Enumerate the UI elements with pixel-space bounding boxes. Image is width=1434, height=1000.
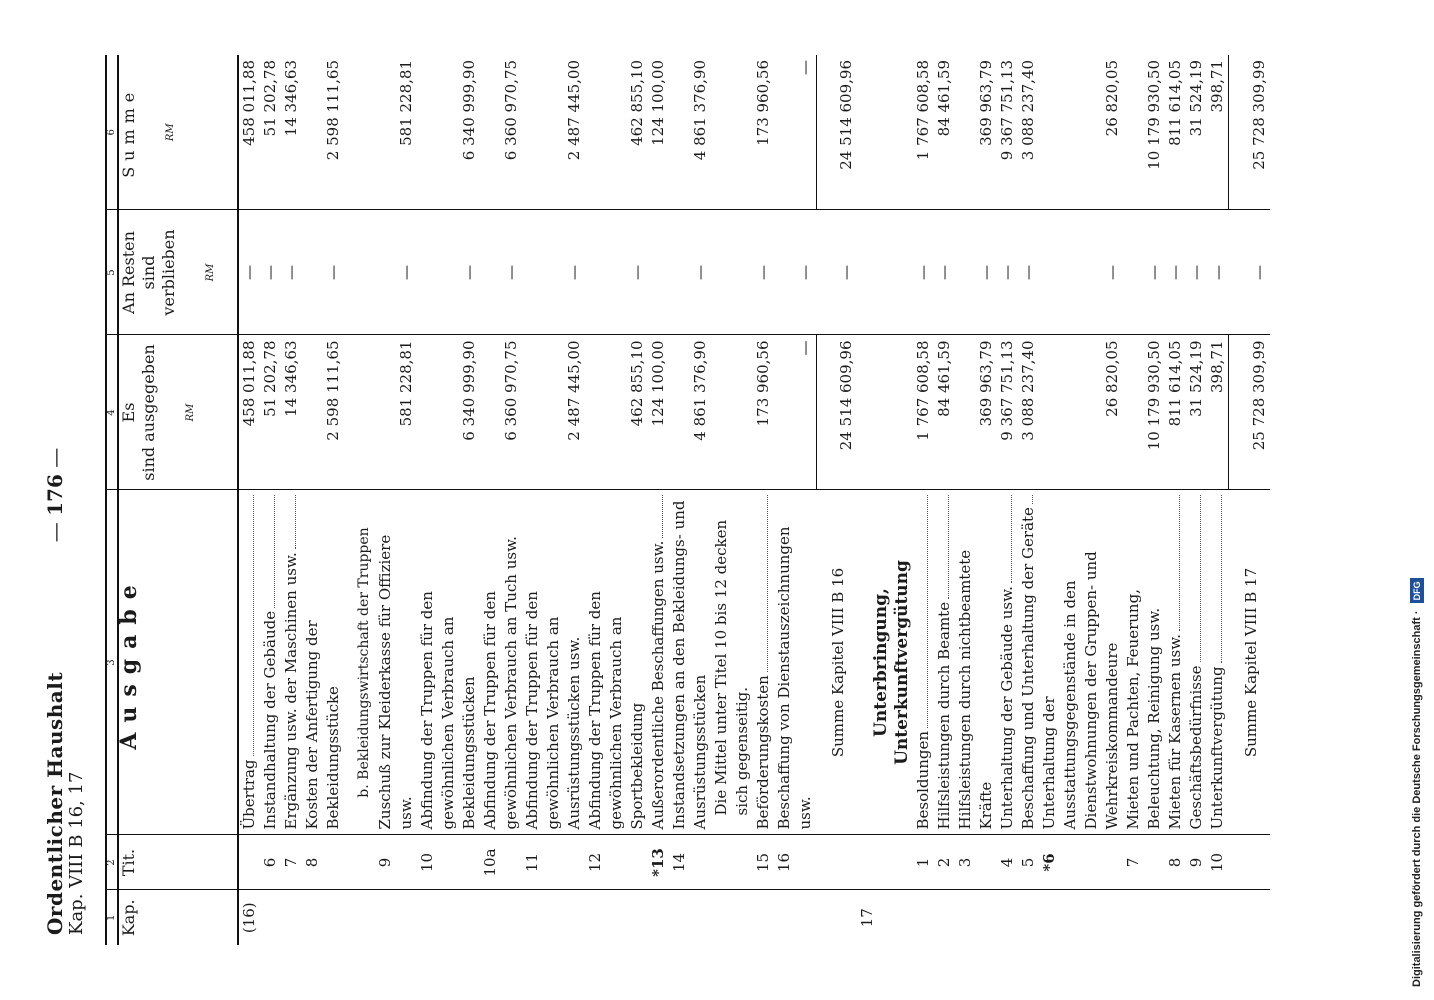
leader-dots bbox=[936, 496, 949, 599]
header-kap: Kap. bbox=[118, 890, 238, 945]
kap-cell bbox=[1207, 890, 1229, 945]
kap-cell bbox=[1018, 890, 1039, 945]
tit-cell bbox=[816, 835, 857, 890]
page-number: — 176 — bbox=[43, 447, 67, 543]
tit-cell: 7 bbox=[1123, 835, 1165, 890]
spent-amount: 462 855,10 bbox=[585, 335, 648, 490]
tit-cell: 7 bbox=[281, 835, 302, 890]
unit-label: RM bbox=[205, 263, 216, 282]
ausgabe-cell bbox=[857, 490, 913, 835]
tit-cell: 15 bbox=[753, 835, 774, 890]
sum-amount bbox=[857, 55, 913, 210]
tit-cell: 10 bbox=[417, 835, 480, 890]
column-number: 6 bbox=[106, 55, 118, 210]
table-row bbox=[344, 55, 375, 945]
spent-amount: 84 461,59 bbox=[934, 335, 955, 490]
remaining-amount: — bbox=[281, 210, 302, 335]
ausgabe-cell bbox=[302, 490, 344, 835]
spent-amount: 31 524,19 bbox=[1186, 335, 1207, 490]
tit-cell: 14 bbox=[669, 835, 711, 890]
ausgabe-text: Instandsetzungen an den Bekleidungs- und Ausrüstungsstücken bbox=[670, 500, 709, 830]
remaining-amount: — bbox=[816, 210, 857, 335]
ausgabe-text: Abfindung der Truppen für den gewöhnlichen Verbrauch an Ausrüstungsstücken usw. bbox=[523, 591, 583, 830]
table-row bbox=[857, 55, 913, 945]
remaining-amount: — bbox=[1018, 210, 1039, 335]
sum-amount: 9 367 751,13 bbox=[998, 60, 1016, 161]
remaining-amount: — bbox=[375, 210, 417, 335]
budget-title: Ordentlicher Haushalt bbox=[43, 671, 67, 935]
table-row bbox=[1123, 55, 1165, 945]
ausgabe-cell bbox=[375, 490, 417, 835]
tit-cell: *13 bbox=[648, 835, 669, 890]
kap-cell bbox=[753, 890, 774, 945]
table-row bbox=[955, 55, 997, 945]
spent-amount: 458 011,88 bbox=[238, 335, 260, 490]
kap-cell bbox=[260, 890, 281, 945]
leader-dots bbox=[283, 496, 296, 550]
leader-dots bbox=[915, 496, 928, 729]
unit-label: RM bbox=[185, 403, 196, 422]
sum-amount: 6 340 999,90 bbox=[460, 60, 478, 161]
spent-amount: 369 963,79 bbox=[955, 335, 997, 490]
column-header-row bbox=[118, 55, 238, 945]
kap-cell bbox=[711, 890, 753, 945]
remaining-amount: — bbox=[934, 210, 955, 335]
ausgabe-cell bbox=[669, 490, 711, 835]
kap-cell bbox=[302, 890, 344, 945]
sum-amount: 2 487 445,00 bbox=[565, 60, 583, 161]
spent-amount: 10 179 930,50 bbox=[1123, 335, 1165, 490]
remaining-amount: — bbox=[1186, 210, 1207, 335]
kap-cell: 17 bbox=[857, 890, 913, 945]
spent-amount: — bbox=[774, 335, 816, 490]
sum-amount: 24 514 609,96 bbox=[816, 55, 857, 210]
table-row bbox=[302, 55, 344, 945]
kap-cell bbox=[1186, 890, 1207, 945]
leader-dots bbox=[1188, 496, 1201, 663]
remaining-amount: — bbox=[1039, 210, 1123, 335]
tit-cell bbox=[344, 835, 375, 890]
column-number-row bbox=[106, 55, 118, 945]
tit-cell: 2 bbox=[934, 835, 955, 890]
remaining-amount: — bbox=[522, 210, 585, 335]
ausgabe-text: Mieten für Kasernen usw. bbox=[1166, 633, 1184, 830]
ausgabe-text: Summe Kapitel VIII B 16 bbox=[829, 567, 847, 758]
ausgabe-text: Geschäftsbedürfnisse bbox=[1187, 665, 1205, 830]
remaining-amount: — bbox=[913, 210, 934, 335]
ausgabe-text: Kosten der Anfertigung der Bekleidungsstücke bbox=[303, 620, 342, 830]
remaining-amount: — bbox=[1123, 210, 1165, 335]
tit-cell: 8 bbox=[1165, 835, 1186, 890]
leader-dots bbox=[1167, 496, 1180, 631]
table-row bbox=[934, 55, 955, 945]
table-row bbox=[1039, 55, 1123, 945]
header-ausgabe: Ausgabe bbox=[118, 490, 238, 835]
remaining-amount: — bbox=[417, 210, 480, 335]
spent-amount: 173 960,56 bbox=[753, 335, 774, 490]
table-row bbox=[585, 55, 648, 945]
ausgabe-cell bbox=[1018, 490, 1039, 835]
ausgabe-text: Ergänzung usw. der Maschinen usw. bbox=[282, 552, 300, 830]
leader-dots bbox=[262, 496, 275, 608]
sum-amount: 811 614,05 bbox=[1166, 60, 1184, 146]
ausgabe-cell bbox=[997, 490, 1018, 835]
spent-amount bbox=[711, 335, 753, 490]
spent-amount: 51 202,78 bbox=[260, 335, 281, 490]
kap-cell bbox=[997, 890, 1018, 945]
sum-amount: — bbox=[795, 60, 814, 75]
ausgabe-cell bbox=[711, 490, 753, 835]
table-row bbox=[238, 55, 260, 945]
ausgabe-text: Hilfsleistungen durch nichtbeamtete Kräfte bbox=[956, 549, 995, 830]
ausgabe-cell bbox=[774, 490, 816, 835]
ausgabe-text: b. Bekleidungswirtschaft der Truppen bbox=[356, 527, 372, 798]
table-row bbox=[774, 55, 816, 945]
table-row bbox=[669, 55, 711, 945]
ausgabe-cell bbox=[1207, 490, 1229, 835]
ausgabe-cell bbox=[753, 490, 774, 835]
table-row bbox=[417, 55, 480, 945]
ausgabe-text: Hilfsleistungen durch Beamte bbox=[935, 601, 953, 830]
sum-amount: 3 088 237,40 bbox=[1019, 60, 1037, 161]
tit-cell: 1 bbox=[913, 835, 934, 890]
tit-cell: 6 bbox=[260, 835, 281, 890]
sum-amount: 4 861 376,90 bbox=[691, 60, 709, 161]
ausgabe-text: Unterhaltung der Ausstattungsgegenstände in den Dienstwohnungen der Gruppen- und Wehrkreiskommandeure bbox=[1040, 551, 1121, 830]
ausgabe-cell bbox=[1123, 490, 1165, 835]
header-sum: Summe RM bbox=[118, 55, 238, 210]
sum-amount bbox=[711, 55, 753, 210]
ausgabe-cell bbox=[1039, 490, 1123, 835]
sum-amount: 398,71 bbox=[1208, 60, 1226, 113]
sum-amount: 14 346,63 bbox=[282, 60, 300, 137]
table-row bbox=[648, 55, 669, 945]
spent-amount: 6 360 970,75 bbox=[480, 335, 522, 490]
sum-amount: 10 179 930,50 bbox=[1145, 60, 1163, 170]
ausgabe-cell bbox=[480, 490, 522, 835]
spent-amount: 14 346,63 bbox=[281, 335, 302, 490]
table-row bbox=[260, 55, 281, 945]
tit-cell: 9 bbox=[1186, 835, 1207, 890]
sum-amount: 369 963,79 bbox=[977, 60, 995, 146]
ausgabe-cell bbox=[260, 490, 281, 835]
table-row bbox=[375, 55, 417, 945]
kap-cell bbox=[281, 890, 302, 945]
ausgabe-text: Zuschuß zur Kleiderkasse für Offiziere usw. bbox=[376, 534, 415, 830]
sum-amount: 84 461,59 bbox=[935, 60, 953, 137]
dfg-logo-icon: DFG bbox=[1410, 578, 1424, 603]
tit-cell bbox=[238, 835, 260, 890]
remaining-amount: — bbox=[669, 210, 711, 335]
kap-cell bbox=[585, 890, 648, 945]
kap-cell: (16) bbox=[238, 890, 260, 945]
sum-amount: 173 960,56 bbox=[754, 60, 772, 146]
spent-amount: 24 514 609,96 bbox=[816, 335, 857, 490]
spent-amount: 9 367 751,13 bbox=[997, 335, 1018, 490]
kap-cell bbox=[913, 890, 934, 945]
tit-cell: 10a bbox=[480, 835, 522, 890]
spent-amount: 6 340 999,90 bbox=[417, 335, 480, 490]
sum-amount: 1 767 608,58 bbox=[914, 60, 932, 161]
ausgabe-text: Besoldungen bbox=[914, 731, 932, 830]
ausgabe-cell bbox=[417, 490, 480, 835]
ausgabe-text: Unterkunftvergütung bbox=[1208, 666, 1226, 830]
tit-cell: 8 bbox=[302, 835, 344, 890]
table-row bbox=[816, 55, 857, 945]
spent-amount: 124 100,00 bbox=[648, 335, 669, 490]
tit-cell: 4 bbox=[997, 835, 1018, 890]
table-row bbox=[1186, 55, 1207, 945]
tit-cell: 5 bbox=[1018, 835, 1039, 890]
kap-cell bbox=[1123, 890, 1165, 945]
ausgabe-cell bbox=[934, 490, 955, 835]
sum-amount: 581 228,81 bbox=[397, 60, 415, 146]
table-row bbox=[281, 55, 302, 945]
ausgabe-text: Unterbringung, Unterkunftvergütung bbox=[871, 560, 912, 765]
kap-cell bbox=[417, 890, 480, 945]
ausgabe-text: Mieten und Pachten, Feuerung, Beleuchtung, Reinigung usw. bbox=[1124, 589, 1163, 830]
sum-amount: 26 820,05 bbox=[1103, 60, 1121, 137]
leader-dots bbox=[241, 496, 254, 757]
kap-cell bbox=[1229, 890, 1270, 945]
table-row bbox=[913, 55, 934, 945]
header-tit: Tit. bbox=[118, 835, 238, 890]
sum-amount bbox=[344, 55, 375, 210]
leader-dots bbox=[1209, 496, 1222, 664]
tit-cell bbox=[711, 835, 753, 890]
leader-dots bbox=[650, 496, 663, 538]
remaining-amount: — bbox=[238, 210, 260, 335]
tit-cell: 3 bbox=[955, 835, 997, 890]
ausgabe-cell bbox=[913, 490, 934, 835]
remaining-amount: — bbox=[302, 210, 344, 335]
sum-amount: 124 100,00 bbox=[649, 60, 667, 146]
remaining-amount: — bbox=[997, 210, 1018, 335]
sum-amount: 31 524,19 bbox=[1187, 60, 1205, 137]
ausgabe-cell bbox=[522, 490, 585, 835]
column-number: 3 bbox=[106, 490, 118, 835]
leader-dots bbox=[1020, 496, 1033, 505]
kap-cell bbox=[955, 890, 997, 945]
remaining-amount: — bbox=[585, 210, 648, 335]
leader-dots bbox=[755, 496, 768, 673]
kap-cell bbox=[816, 890, 857, 945]
ausgabe-text: Beförderungskosten bbox=[754, 675, 772, 830]
table-row bbox=[753, 55, 774, 945]
sum-amount: 6 360 970,75 bbox=[502, 60, 520, 161]
ausgabe-text: Außerordentliche Beschaffungen usw. bbox=[649, 540, 667, 830]
ausgabe-cell bbox=[955, 490, 997, 835]
spent-amount: 4 861 376,90 bbox=[669, 335, 711, 490]
remaining-amount: — bbox=[1207, 210, 1229, 335]
kap-cell bbox=[375, 890, 417, 945]
column-number: 5 bbox=[106, 210, 118, 335]
kap-cell bbox=[1039, 890, 1123, 945]
table-row bbox=[522, 55, 585, 945]
header-spent: Es sind ausgegeben RM bbox=[118, 335, 238, 490]
tit-cell: 16 bbox=[774, 835, 816, 890]
kap-cell bbox=[522, 890, 585, 945]
kap-cell bbox=[480, 890, 522, 945]
tit-cell: *6 bbox=[1039, 835, 1123, 890]
kap-cell bbox=[648, 890, 669, 945]
rotated-ledger-page bbox=[35, 25, 1434, 965]
ausgabe-cell bbox=[816, 490, 857, 835]
tit-cell: 12 bbox=[585, 835, 648, 890]
tit-cell bbox=[857, 835, 913, 890]
sum-amount: 2 598 111,65 bbox=[324, 60, 342, 161]
chapter-reference: Kap. VIII B 16, 17 bbox=[66, 771, 87, 935]
kap-cell bbox=[1165, 890, 1186, 945]
spent-amount: 811 614,05 bbox=[1165, 335, 1186, 490]
spent-amount: 581 228,81 bbox=[375, 335, 417, 490]
remaining-amount: — bbox=[1165, 210, 1186, 335]
tit-cell: 10 bbox=[1207, 835, 1229, 890]
ausgabe-text: Beschaffung und Unterhaltung der Geräte bbox=[1019, 507, 1037, 830]
remaining-amount bbox=[857, 210, 913, 335]
ausgabe-cell bbox=[281, 490, 302, 835]
ausgabe-text: Abfindung der Truppen für den gewöhnlichen Verbrauch an Bekleidungsstücken bbox=[418, 591, 478, 830]
remaining-amount bbox=[648, 210, 669, 335]
unit-label: RM bbox=[165, 123, 176, 142]
ausgabe-text: Instandhaltung der Gebäude bbox=[261, 610, 279, 830]
column-number: 4 bbox=[106, 335, 118, 490]
table-row bbox=[1207, 55, 1229, 945]
ausgabe-cell bbox=[1165, 490, 1186, 835]
ausgabe-cell bbox=[344, 490, 375, 835]
remaining-amount: — bbox=[753, 210, 774, 335]
remaining-amount: — bbox=[774, 210, 816, 335]
kap-cell bbox=[669, 890, 711, 945]
expenditure-table bbox=[105, 55, 1270, 945]
sum-amount: 462 855,10 bbox=[628, 60, 646, 146]
spent-amount: 2 487 445,00 bbox=[522, 335, 585, 490]
ausgabe-text: Summe Kapitel VIII B 17 bbox=[1241, 567, 1260, 758]
ausgabe-cell bbox=[1229, 490, 1270, 835]
tit-cell: 11 bbox=[522, 835, 585, 890]
table-row bbox=[1165, 55, 1186, 945]
spent-amount: 1 767 608,58 bbox=[913, 335, 934, 490]
credit-text: Digitalisierung gefördert durch die Deutsche Forschungsgemeinschaft bbox=[1411, 617, 1423, 987]
sum-amount: 51 202,78 bbox=[261, 60, 279, 137]
spent-amount: 3 088 237,40 bbox=[1018, 335, 1039, 490]
spent-amount: 398,71 bbox=[1207, 335, 1229, 490]
spent-amount: 26 820,05 bbox=[1039, 335, 1123, 490]
kap-cell bbox=[934, 890, 955, 945]
table-row bbox=[711, 55, 753, 945]
kap-cell bbox=[774, 890, 816, 945]
remaining-amount: — bbox=[260, 210, 281, 335]
ausgabe-cell bbox=[238, 490, 260, 835]
remaining-amount: — bbox=[955, 210, 997, 335]
kap-cell bbox=[344, 890, 375, 945]
ausgabe-text: Abfindung der Truppen für den gewöhnlichen Verbrauch an Tuch usw. bbox=[481, 536, 520, 830]
table-row bbox=[1229, 55, 1270, 945]
ausgabe-text: Abfindung der Truppen für den gewöhnlichen Verbrauch an Sportbekleidung bbox=[586, 591, 646, 830]
ausgabe-cell bbox=[585, 490, 648, 835]
ausgabe-text: Beschaffung von Dienstauszeichnungen usw. bbox=[775, 526, 814, 830]
column-number: 1 bbox=[106, 890, 118, 945]
header-remaining: An Resten sind verblieben RM bbox=[118, 210, 238, 335]
tit-cell: 9 bbox=[375, 835, 417, 890]
ausgabe-cell bbox=[648, 490, 669, 835]
ausgabe-text: Unterhaltung der Gebäude usw. bbox=[998, 586, 1016, 830]
leader-dots bbox=[999, 496, 1012, 584]
spent-amount: 25 728 309,99 bbox=[1229, 335, 1270, 490]
tit-cell bbox=[1229, 835, 1270, 890]
sum-amount: 458 011,88 bbox=[240, 60, 258, 146]
spent-amount: 2 598 111,65 bbox=[302, 335, 344, 490]
spent-amount bbox=[857, 335, 913, 490]
sum-amount: 25 728 309,99 bbox=[1229, 55, 1270, 210]
digitization-credit: Digitalisierung gefördert durch die Deutsche Forschungsgemeinschaft · DFG bbox=[1405, 12, 1429, 987]
remaining-amount: — bbox=[1229, 210, 1270, 335]
ausgabe-cell bbox=[1186, 490, 1207, 835]
table-row bbox=[1018, 55, 1039, 945]
remaining-amount bbox=[711, 210, 753, 335]
table-row bbox=[480, 55, 522, 945]
remaining-amount: — bbox=[480, 210, 522, 335]
ausgabe-text: Die Mittel unter Titel 10 bis 12 decken sich gegenseitig. bbox=[712, 519, 751, 816]
remaining-amount bbox=[344, 210, 375, 335]
spent-amount bbox=[344, 335, 375, 490]
table-row bbox=[997, 55, 1018, 945]
column-number: 2 bbox=[106, 835, 118, 890]
ausgabe-text: Übertrag bbox=[240, 759, 258, 830]
